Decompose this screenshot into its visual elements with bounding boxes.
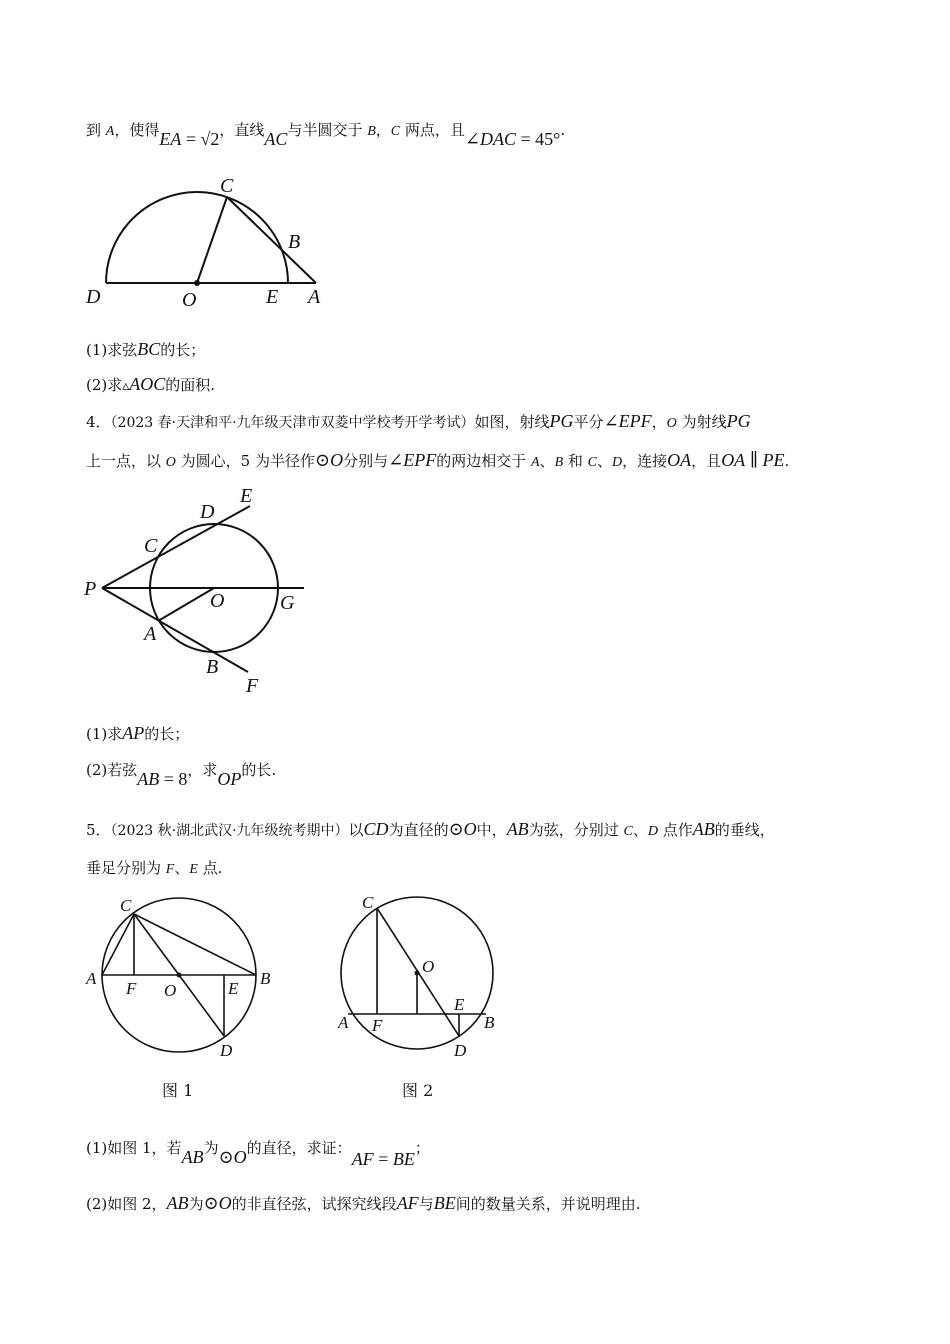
text: 分别与 <box>343 452 389 470</box>
math-ab: AB <box>181 1147 204 1167</box>
figure-2-caption: 图 2 <box>402 1081 434 1100</box>
text: (1)求 <box>86 725 123 743</box>
text: 、 <box>632 821 648 839</box>
math-epf: EPF <box>618 411 652 431</box>
label-b: B <box>260 969 271 988</box>
label-a: A <box>308 286 321 308</box>
problem-number: 5． <box>86 821 111 839</box>
math-af: AF <box>351 1149 374 1169</box>
text: 与 <box>418 1195 434 1213</box>
label-f: F <box>126 979 137 998</box>
math-ap: AP <box>122 723 145 743</box>
p5-line-2 <box>86 857 222 881</box>
label-d: D <box>86 286 101 308</box>
label-p: P <box>84 578 97 600</box>
text: 垂足分别为 <box>86 859 166 877</box>
var-c: C <box>587 455 598 470</box>
label-d: D <box>454 1041 467 1060</box>
math-pg: PG <box>549 411 574 431</box>
semicircle-arc <box>106 192 288 283</box>
text: 、 <box>174 859 190 877</box>
p4-line-2 <box>86 449 789 474</box>
angle-symbol: ∠ <box>603 411 619 431</box>
text: 间的数量关系，并说明理由. <box>455 1195 641 1213</box>
angle-symbol: ∠ <box>464 129 481 149</box>
p5-line-1 <box>86 818 775 843</box>
text: . <box>560 121 566 139</box>
var-e: E <box>189 862 198 877</box>
math-oa: OA <box>721 450 746 470</box>
circle-symbol: ⊙ <box>203 1193 219 1213</box>
text: (2)若弦 <box>86 761 138 779</box>
text: 为射线 <box>676 413 727 431</box>
math-ab: AB <box>137 769 160 789</box>
math-op: OP <box>217 769 242 789</box>
text: (2)求 <box>86 376 123 394</box>
text: 为圆心，5 为半径作 <box>175 452 315 470</box>
var-c: C <box>623 824 633 839</box>
text: ，求 <box>187 761 218 779</box>
math-dac: DAC <box>480 129 517 149</box>
segment-cb <box>134 914 256 975</box>
text: 的长. <box>241 761 277 779</box>
text: 、 <box>539 452 555 470</box>
text: ，且 <box>691 452 722 470</box>
label-b: B <box>484 1013 495 1032</box>
text: 两点，且 <box>400 121 465 139</box>
text: ，连接 <box>622 452 668 470</box>
var-f: F <box>165 862 175 877</box>
label-b: B <box>206 656 219 678</box>
math-o: O <box>218 1193 232 1213</box>
math-oa: OA <box>667 450 692 470</box>
math-epf: EPF <box>403 450 437 470</box>
p3-intro-line <box>86 118 566 149</box>
label-e: E <box>454 995 465 1014</box>
text: ，直线 <box>219 121 265 139</box>
math-ab: AB <box>692 819 715 839</box>
circle-symbol: ⊙ <box>448 819 464 839</box>
problem-source: （2023 春·天津和平·九年级天津市双菱中学校考开学考试） <box>110 415 475 431</box>
label-b: B <box>288 231 301 253</box>
var-o: O <box>165 455 176 470</box>
label-c: C <box>144 535 158 557</box>
text: 的垂线， <box>714 821 775 839</box>
text: 点作 <box>657 821 693 839</box>
label-c: C <box>120 896 132 915</box>
math-be: BE <box>392 1149 415 1169</box>
math-sqrt2: √2 <box>200 129 220 149</box>
math-45deg: = 45° <box>516 129 561 149</box>
math-ab: AB <box>506 819 529 839</box>
label-g: G <box>280 592 295 614</box>
math-aoc: AOC <box>129 374 166 394</box>
p5-figure-2 <box>330 886 510 1066</box>
p5-figure-1 <box>80 890 290 1070</box>
p4-question-1 <box>86 722 189 745</box>
label-o: O <box>164 981 177 1000</box>
math-o: O <box>463 819 477 839</box>
text: 中， <box>476 821 507 839</box>
math-ac: AC <box>264 129 288 149</box>
math-eq: = <box>373 1149 393 1169</box>
math-bc: BC <box>137 339 161 359</box>
text: 的长； <box>160 341 206 359</box>
text: 为 <box>188 1195 204 1213</box>
math-o: O <box>233 1147 247 1167</box>
angle-symbol: ∠ <box>388 450 404 470</box>
parallel-symbol: ∥ <box>745 450 763 470</box>
problem-number: 4． <box>86 413 111 431</box>
text: 的两边相交于 <box>436 452 531 470</box>
point-o <box>415 971 420 976</box>
label-o: O <box>182 289 197 311</box>
p5-question-2 <box>86 1192 640 1215</box>
segment-oa <box>158 588 214 621</box>
problem-source: （2023 秋·湖北武汉·九年级统考期中） <box>110 823 349 839</box>
text: (1)求弦 <box>86 341 138 359</box>
segment-ca <box>102 914 134 975</box>
label-c: C <box>220 175 234 197</box>
circle-symbol: ⊙ <box>218 1147 234 1167</box>
math-cd: CD <box>363 819 389 839</box>
label-o: O <box>210 590 225 612</box>
label-d: D <box>200 501 215 523</box>
text: . <box>784 452 790 470</box>
text: ，使得 <box>114 121 160 139</box>
text: 平分 <box>573 413 604 431</box>
p4-line-1 <box>86 410 751 435</box>
ray-pe <box>102 506 250 588</box>
math-be: BE <box>433 1193 456 1213</box>
ray-pf <box>102 588 248 672</box>
label-f: F <box>246 675 259 697</box>
math-pg: PG <box>726 411 751 431</box>
label-e: E <box>266 286 279 308</box>
circle-symbol: ⊙ <box>315 450 331 470</box>
label-a: A <box>338 1013 349 1032</box>
var-c: C <box>390 124 401 139</box>
text: 为 <box>203 1139 219 1157</box>
label-a: A <box>144 623 157 645</box>
text: 以 <box>348 821 364 839</box>
label-f: F <box>372 1016 383 1035</box>
text: 为直径的 <box>388 821 449 839</box>
text: 与半圆交于 <box>287 121 368 139</box>
var-o: O <box>666 416 677 431</box>
var-b: B <box>554 455 564 470</box>
text: 和 <box>563 452 588 470</box>
p3-question-2 <box>86 373 215 398</box>
figure-1-caption: 图 1 <box>162 1081 194 1100</box>
segment-oc <box>197 197 227 283</box>
text: 的长； <box>144 725 190 743</box>
label-e: E <box>228 979 239 998</box>
text: 为弦，分别过 <box>528 821 624 839</box>
label-e: E <box>240 485 253 507</box>
math-eq-8: = 8 <box>159 769 188 789</box>
text: (2)如图 2， <box>86 1195 167 1213</box>
text: (1)如图 1，若 <box>86 1139 182 1157</box>
var-b: B <box>367 124 376 139</box>
text: 的面积. <box>165 376 216 394</box>
math-o: O <box>330 450 344 470</box>
text: 的直径，求证： <box>246 1139 352 1157</box>
math-eq: = <box>181 129 201 149</box>
text: 、 <box>597 452 613 470</box>
label-o: O <box>422 957 435 976</box>
segment-ca <box>227 197 316 283</box>
point-o <box>177 973 182 978</box>
text: 到 <box>86 121 106 139</box>
text: 如图，射线 <box>474 413 550 431</box>
p3-question-1 <box>86 338 205 361</box>
point-o <box>194 280 200 286</box>
text: 的非直径弦，试探究线段 <box>231 1195 397 1213</box>
label-c: C <box>362 893 374 912</box>
text: ， <box>651 413 667 431</box>
var-a: A <box>105 124 115 139</box>
text: 上一点，以 <box>86 452 166 470</box>
math-pe: PE <box>762 450 785 470</box>
triangle-symbol: ▵ <box>122 379 130 394</box>
math-ab: AB <box>166 1193 189 1213</box>
p4-question-2 <box>86 758 277 789</box>
var-a: A <box>530 455 540 470</box>
var-d: D <box>612 455 623 470</box>
p5-question-1 <box>86 1136 430 1169</box>
var-d: D <box>647 824 658 839</box>
text: ； <box>414 1139 430 1157</box>
math-af: AF <box>396 1193 419 1213</box>
p3-semicircle-figure <box>80 170 340 310</box>
text: ， <box>375 121 391 139</box>
math-ea: EA <box>159 129 182 149</box>
p4-circle-figure <box>80 480 320 700</box>
text: 点. <box>197 859 223 877</box>
label-a: A <box>86 969 97 988</box>
label-d: D <box>220 1041 233 1060</box>
